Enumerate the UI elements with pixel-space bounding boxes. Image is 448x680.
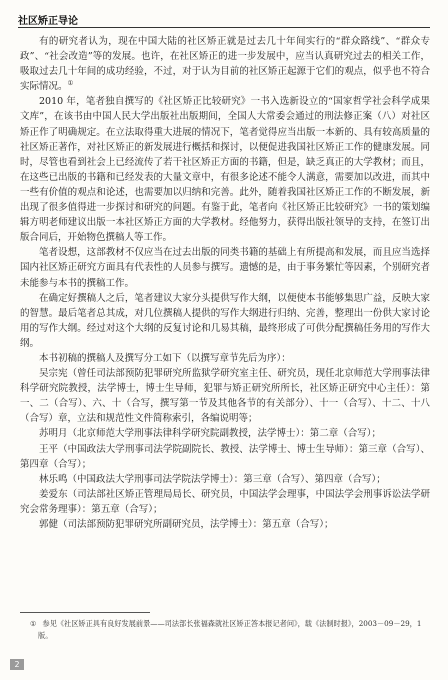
paragraph bbox=[20, 34, 430, 94]
paragraph-text: 有的研究者认为，现在中国大陆的社区矫正就是过去几十年间实行的“群众路线”、“群众专政”、“社会改造”等的发展。也许，在社区矫正的进一步发展中，应当认真研究过去的相关工作，吸取过去几十年间的成功经验，不过，对于认为目前的社区矫正起源于它们的观点，似乎也不符合实际情况。 bbox=[20, 36, 430, 93]
author-entry: 苏明月（北京师范大学刑事法律科学研究院副教授，法学博士）：第二章（合写）； bbox=[39, 428, 382, 440]
footnote-text: 参见《社区矫正具有良好发展前景——司法部长张福森就社区矫正答本报记者问》，载《法制时报》，2003－09－29，1 版。 bbox=[38, 619, 422, 640]
paragraph: 2010 年，笔者独自撰写的《社区矫正比较研究》一书入选新设立的“国家哲学社会科学成果文库”，在该书由中国人民大学出版社出版期间，全国人大常委会通过的刑法修正案（八）对社区矫正作了明确规定。在立法取得重大进展的情况下，笔者觉得应当出版一本新的、具有较高质量的社区矫正著作，对社区矫正的新发展进行概括和探讨，以便促进我国社区矫正工作的健康发展。同时，尽管也看到社会上已经流传了若干社区矫正方面的书籍，但是，缺乏真正的大学教材；而且，在这些已出版的书籍和已经发表的大量文章中，有很多论述不能令人满意，需要加以改进，而其中一些有价值的观点和论述，也需要加以归纳和完善。此外，随着我国社区矫正工作的不断发展，新出现了很多值得进一步探讨和研究的问题。有鉴于此，笔者向《社区矫正比较研究》一书的策划编辑方明老师建议出版一本社区矫正方面的大学教材。经他努力，获得出版社领导的支持，在签订出版合同后，开始物色撰稿人等工作。 bbox=[20, 96, 430, 244]
author-entry: 郭健（司法部预防犯罪研究所副研究员，法学博士）：第五章（合写）； bbox=[39, 519, 334, 530]
author-entry: 林乐鸣（中国政法大学刑事司法学院法学博士）：第三章（合写）、第四章（合写）； bbox=[39, 473, 386, 485]
author-entry: 姜爱东（司法部社区矫正管理局局长、研究员，中国法学会理事，中国法学会刑事诉讼法学研究会常务理事）：第五章（合写）； bbox=[20, 488, 430, 515]
author-entry: 王平（中国政法大学刑事司法学院副院长、教授、法学博士、博士生导师）：第三章（合写）、第四章（合写）； bbox=[20, 443, 430, 470]
running-title: 社区矫正导论 bbox=[18, 16, 78, 27]
paragraph: 笔者设想，这部教材不仅应当在过去出版的同类书籍的基础上有所提高和发展，而且应当选择国内社区矫正研究方面具有代表性的人员参与撰写。遗憾的是，由于事务繁忙等因素，个别研究者未能参与本书的撰稿工作。 bbox=[20, 247, 430, 289]
author-entry: 吴宗宪（曾任司法部预防犯罪研究所监狱学研究室主任、研究员，现任北京师范大学刑事法律科学研究院教授，法学博士，博士生导师，犯罪与矫正研究所所长，社区矫正研究中心主任）：第一、二（合写）、六、十（合写，撰写第一节及其他各节的有关部分）、十一（合写）、十二、十八（合写）章，立法和规范性文件简称索引，各编说明等； bbox=[20, 368, 430, 425]
page-number: 2 bbox=[10, 659, 24, 670]
footnote-rule bbox=[20, 612, 150, 613]
body-text bbox=[20, 34, 430, 532]
footnote-reference[interactable]: ① bbox=[67, 79, 74, 88]
footnote bbox=[20, 618, 428, 641]
footnote-mark: ① bbox=[30, 619, 37, 628]
header-rule bbox=[18, 27, 430, 28]
paragraph: 在确定好撰稿人之后，笔者建议大家分头提供写作大纲，以便使本书能够集思广益，反映大家的智慧。最后笔者总其成，对几位撰稿人提供的写作大纲进行归纳、完善，整理出一份供大家讨论用的写作大纲。经过对这个大纲的反复讨论和几易其稿，最终形成了可供分配撰稿任务用的写作大纲。 bbox=[20, 292, 430, 349]
paragraph: 本书初稿的撰稿人及撰写分工如下（以撰写章节先后为序）： bbox=[39, 352, 291, 364]
